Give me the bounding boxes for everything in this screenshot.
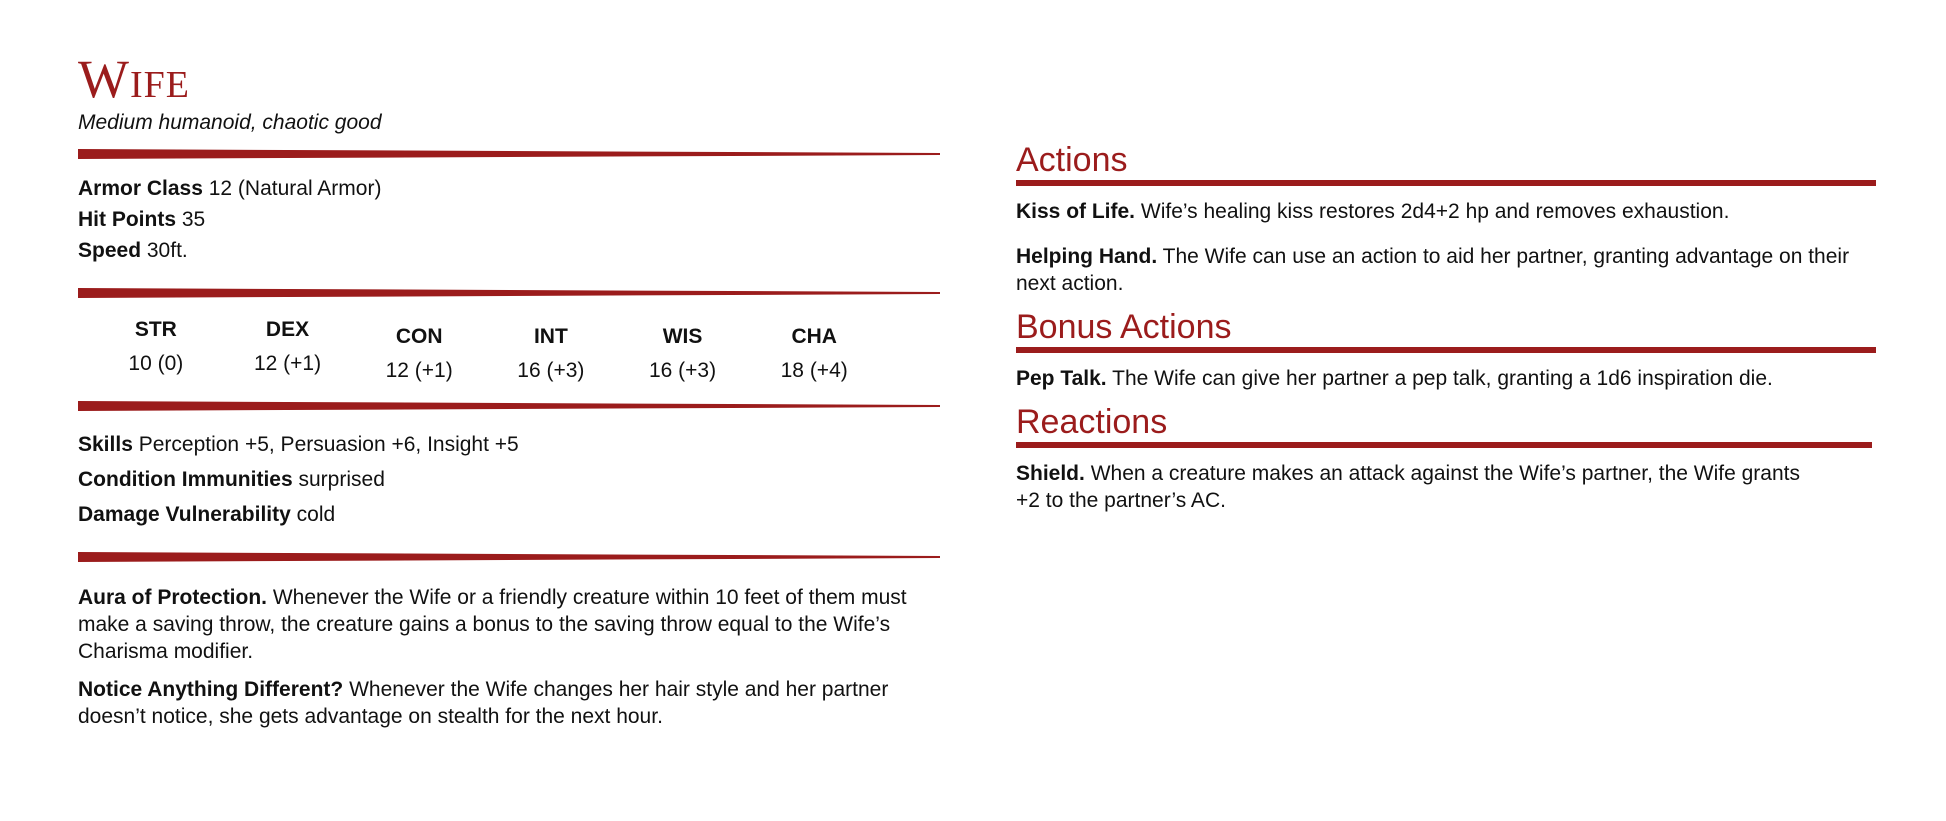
condition-immunities-label: Condition Immunities (78, 468, 293, 492)
ability-value: 12 (+1) (253, 352, 322, 376)
ability-value: 16 (+3) (517, 359, 585, 383)
hit-points-line (78, 204, 938, 235)
action-text: Wife’s healing kiss restores 2d4+2 hp and removes exhaustion. (1140, 200, 1730, 223)
divider-rule (78, 149, 940, 159)
ability-label: CHA (791, 325, 837, 349)
bonus-action-entry (1016, 365, 1806, 392)
action-text: The Wife can use an action to aid her partner, granting advantage on their next action. (1016, 245, 1850, 295)
ability-wis (617, 318, 749, 383)
ability-dex (222, 318, 354, 383)
creature-meta: Medium humanoid, chaotic good (78, 111, 382, 135)
action-entry (1016, 198, 1886, 225)
ability-value: 18 (+4) (780, 359, 848, 383)
action-name: Kiss of Life. (1016, 200, 1136, 223)
ability-value: 12 (+1) (385, 359, 453, 383)
trait-name: Aura of Protection. (78, 586, 268, 610)
speed-line (78, 235, 938, 266)
reaction-name: Shield. (1016, 462, 1085, 485)
bonus-action-name: Pep Talk. (1016, 367, 1107, 390)
ability-label: DEX (265, 318, 310, 342)
skills-line (78, 427, 938, 462)
reactions-rule (1016, 442, 1872, 448)
bonus-actions-rule (1016, 347, 1876, 353)
trait-entry (78, 584, 928, 665)
condition-immunities-value: surprised (298, 468, 385, 492)
damage-vulnerability-label: Damage Vulnerability (78, 503, 291, 527)
ability-value: 16 (+3) (648, 359, 717, 383)
reactions-heading: Reactions (1016, 403, 1168, 441)
skills-label: Skills (78, 433, 133, 457)
reaction-text: When a creature makes an attack against the Wife’s partner, the Wife grants +2 to the partner’s AC. (1016, 462, 1800, 512)
ability-cha (748, 318, 880, 383)
stat-block-right-column (1016, 140, 1886, 514)
armor-class-label: Armor Class (78, 177, 203, 201)
stat-block-left-column (78, 50, 938, 730)
trait-text: Whenever the Wife or a friendly creature within 10 feet of them must make a saving throw, the creature gains a bonus to the saving throw equal to the Wife’s Charisma modifier. (78, 586, 907, 664)
skills-value: Perception +5, Persuasion +6, Insight +5 (138, 433, 519, 457)
ability-label: WIS (662, 325, 703, 349)
damage-vulnerability-line (78, 497, 938, 532)
trait-name: Notice Anything Different? (78, 678, 344, 702)
bonus-action-text: The Wife can give her partner a pep talk, granting a 1d6 inspiration die. (1112, 367, 1773, 390)
ability-label: STR (134, 318, 177, 342)
speed-label: Speed (78, 239, 142, 263)
divider-rule (78, 401, 940, 411)
hit-points-label: Hit Points (78, 208, 176, 232)
actions-heading: Actions (1016, 141, 1128, 179)
creature-name: Wife (78, 49, 190, 109)
divider-rule (78, 288, 940, 298)
bonus-actions-heading: Bonus Actions (1016, 308, 1232, 346)
ability-int (485, 318, 617, 383)
actions-rule (1016, 180, 1876, 186)
ability-str (90, 318, 222, 383)
reaction-entry (1016, 460, 1816, 514)
armor-class-line (78, 173, 938, 204)
condition-immunities-line (78, 462, 938, 497)
damage-vulnerability-value: cold (296, 503, 336, 527)
ability-label: INT (533, 325, 568, 349)
trait-entry (78, 676, 928, 730)
details-block (78, 427, 938, 532)
trait-text: Whenever the Wife changes her hair style and her partner doesn’t notice, she gets advantage on stealth for the next hour. (78, 678, 889, 729)
defense-block (78, 173, 938, 266)
divider-rule (78, 552, 940, 562)
ability-scores (90, 318, 880, 383)
armor-class-value: 12 (Natural Armor) (208, 177, 382, 201)
speed-value: 30ft. (146, 239, 188, 263)
ability-con (353, 318, 485, 383)
ability-label: CON (395, 325, 443, 349)
action-entry (1016, 243, 1876, 297)
hit-points-value: 35 (181, 208, 206, 232)
ability-value: 10 (0) (128, 352, 184, 376)
traits-block (78, 584, 928, 730)
action-name: Helping Hand. (1016, 245, 1158, 268)
